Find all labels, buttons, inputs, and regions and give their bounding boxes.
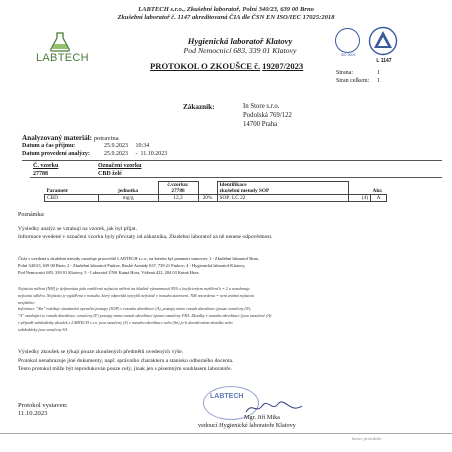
cell-akr: A (371, 195, 387, 202)
uncertainty-line: subdodávky jsou označeny SA. (18, 326, 69, 332)
cell-nm: 20% (198, 195, 217, 202)
cell-unit: mg/g (99, 195, 159, 202)
hygiene-lab-address: Pod Nemocnicí 683, 339 01 Klatovy (183, 46, 297, 55)
col-unit: jednotka (99, 182, 159, 195)
section-divider (22, 160, 442, 161)
col-akr: Akr. (371, 182, 387, 195)
protocol-title (150, 61, 303, 71)
notes-line-2: Informace uvedené v označení vzorku byly převzaty od zákazníka, Zkušební laboratoř za ně nenese odpovědnost. (18, 234, 273, 240)
sample-name: CBD želé (98, 171, 122, 177)
accreditation-number: L 1147 (376, 58, 392, 64)
uncertainty-line: Nejistota měření (NM) je definována jako rozšířená nejistota měření na hladině významnosti 95% s koeficientem rozšíření k = 2 a nezahrnuje (18, 286, 251, 291)
received-value: 25.9.2023 10:34 (104, 143, 150, 149)
end-of-protocol: konec protokolu (352, 436, 382, 441)
customer-street: Podolská 769/122 (243, 112, 292, 119)
accreditation-mark-icon (368, 26, 398, 56)
uncertainty-line: v případě subdodávky zkoušek s LABTECH s.r.o. jsou označeny (S) v rozsahu akreditace nebo (Sn) je-li akreditována zkouška nebo (18, 319, 233, 325)
method-line: Pod Nemocnicí 683, 339 01 Klatovy, 5 - Laboratoř ÚNS Kutná Hora, Vítězná 422, 284 03 Kutná Hora. (18, 270, 200, 275)
protocol-number: 19207/2023 (262, 61, 304, 71)
table-row (45, 195, 387, 202)
cell-method-no: (4) (348, 195, 371, 202)
material-value: potravina (93, 135, 119, 142)
method-line: Čísla v uvedená u zkušební metody označuje pracoviště LABTECH s.r.o., na kterém byl parametr stanoven: 1 - Zkušební laboratoř Brno, (18, 256, 260, 261)
labtech-logo-text: LABTECH (36, 52, 89, 64)
uncertainty-line: Informace "Akr" rozlišuje standardní operační postupy (SOP) v rozsahu akreditace (A), postupy mimo rozsah akreditace (pouze označeny (N), (18, 306, 251, 312)
sample-divider (30, 177, 442, 178)
method-line: Polní 340/23, 639 00 Brno; 2 - Zkušební laboratoř Paskov, Ruské Armády 637, 739 21 Paskov; 4 - Hygienická laboratoř Klatovy, (18, 263, 246, 268)
analysis-date-label: Datum provedení analýzy: (22, 151, 90, 157)
cell-param: CBD (45, 195, 99, 202)
analysis-date-value: 25.9.2023 - 11.10.2023 (104, 151, 168, 157)
notes-label: Poznámka: (18, 212, 45, 218)
accreditation-line: Zkušební laboratoř č. 1147 akreditovaná ČIA dle ČSN EN ISO/IEC 17025:2018 (117, 14, 335, 21)
cell-sop: SOP: LC 22 (217, 195, 348, 202)
hygiene-lab-title: Hygienická laboratoř Klatovy (187, 36, 293, 46)
col-sample-no-label: č.vzorku: (158, 182, 198, 189)
col-identification: Identifikace (217, 182, 348, 189)
validity-line-1: Výsledky zkoušek se týkají pouze zkoušených předmětů uvedených výše. (18, 349, 184, 355)
protocol-title-text: PROTOKOL O ZKOUŠCE č. (150, 61, 261, 71)
page-value: 1 (377, 70, 380, 76)
sample-number: 27788 (33, 171, 48, 177)
sample-number-label: Č. vzorku (33, 163, 59, 169)
footer-divider (0, 433, 452, 434)
lab-address-line: LABTECH s.r.o., Zkušební laboratoř, Polní 340/23, 639 00 Brno (138, 6, 314, 13)
validity-lines (18, 348, 233, 374)
stamp-text: LABTECH (210, 393, 244, 400)
col-parameter: Parametr (45, 182, 99, 195)
col-method: zkušební metody SOP (217, 188, 348, 195)
cell-value: 12,3 (158, 195, 198, 202)
material-label: Analyzovaný materiál: (22, 134, 93, 142)
customer-label: Zákazník: (183, 103, 215, 111)
col-sample-no: 27788 (158, 188, 198, 195)
uncertainty-line: "A" vztahující se rozsah akreditace, označeny (F) postupy mimo rozsah akreditace (pouze označeny FRA. Zkoušky v rozsahu akreditace (jsou označené (A) (18, 313, 272, 319)
material-row (22, 134, 119, 142)
uncertainty-line: nezjištěno (18, 299, 35, 305)
signer-name: Mgr. Jiří Mika (244, 414, 280, 421)
method-lines (18, 255, 259, 276)
issued-date: 11.10.2023 (18, 410, 48, 417)
validity-line-3: Tento protokol může být reprodukován pouze celý, jinak jen s písemným souhlasem laboratoře. (18, 366, 232, 372)
notes-line-1: Výsledky analýz se vztahují na vzorek, jak byl přijat. (18, 226, 137, 232)
uncertainty-line: nejistotu odběru. Nejistota je vyjádřena v rozsahu, který odpovídá nejvyšší nejistotě v rozsahu stanovení. NM neuvedena = není známá nejistota (18, 292, 254, 298)
received-label: Datum a čas příjmu: (22, 143, 76, 149)
issued-label: Protokol vystaven: (18, 402, 68, 409)
results-table (44, 181, 387, 202)
customer-name: In Store s.r.o. (243, 103, 280, 110)
certification-seal-icon (335, 28, 360, 53)
flask-logo-icon (49, 32, 71, 52)
signer-role: vedoucí Hygienické laboratoře Klatovy (198, 422, 296, 429)
page-label: Strana: (336, 70, 353, 76)
total-pages-label: Stran celkem: (336, 78, 370, 84)
customer-city: 14700 Praha (243, 121, 278, 128)
total-pages-value: 1 (377, 78, 380, 84)
certification-seal-text: ISO 9001 (340, 53, 356, 57)
validity-line-2: Protokol nenahrazuje jiné dokumenty, např. správního charakteru a stanisko odborného docenta. (18, 357, 234, 364)
uncertainty-lines (18, 286, 271, 334)
sample-name-label: Označení vzorku (98, 163, 142, 169)
